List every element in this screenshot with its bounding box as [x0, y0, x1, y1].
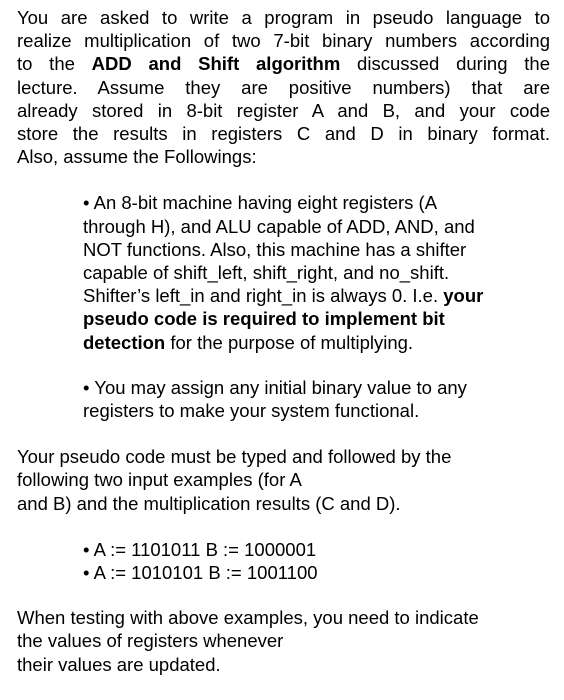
intro-text: discussed during the — [340, 53, 550, 75]
bullet-text: for the purpose of multiplying. — [165, 331, 414, 353]
bullet-line — [83, 284, 550, 307]
bullet-text: Shifter’s left_in and right_in is always 0. I.e. — [83, 285, 444, 307]
intro-line: Also, assume the Followings: — [17, 146, 257, 168]
requirement-bold: your — [443, 285, 484, 307]
requirement-bold-line: pseudo code is required to implement bit — [83, 308, 445, 330]
algorithm-name-bold: ADD and Shift algorithm — [91, 53, 341, 75]
bullet-marker: • — [83, 538, 90, 560]
bullet-text: You may assign any initial binary value to any — [94, 376, 467, 398]
bullet-line — [83, 376, 550, 399]
bullet-marker: • — [83, 192, 90, 214]
example-text: A := 1101011 B := 1000001 — [93, 538, 317, 560]
bullet-marker: • — [83, 376, 90, 398]
bullet-line — [83, 331, 550, 354]
bullet-marker: • — [83, 562, 90, 584]
example-item — [83, 561, 550, 584]
intro-text: to the — [17, 53, 92, 75]
intro-line: You are asked to write a program in pseudo language to — [17, 7, 550, 28]
paragraph-line: following two input examples (for A — [17, 469, 302, 491]
bullet-line: NOT functions. Also, this machine has a shifter — [83, 238, 467, 260]
bullet-text: An 8-bit machine having eight registers (A — [93, 192, 438, 214]
bullet-line: capable of shift_left, shift_right, and no_shift. — [83, 262, 450, 284]
bullet-item-machine — [83, 191, 550, 353]
testing-paragraph — [17, 606, 550, 676]
intro-line: store the results in registers C and D in binary format. — [17, 123, 550, 145]
intro-line: lecture. Assume they are positive numbers) that are — [17, 76, 550, 98]
intro-line: realize multiplication of two 7-bit binary numbers according — [17, 30, 550, 52]
intro-line — [17, 52, 550, 75]
paragraph-line: and B) and the multiplication results (C and D). — [17, 492, 401, 514]
intro-line: already stored in 8-bit register A and B, and your code — [17, 99, 550, 121]
paragraph-line: their values are updated. — [17, 653, 221, 675]
examples-list — [83, 538, 550, 584]
bullet-line: registers to make your system functional. — [83, 400, 420, 422]
intro-paragraph — [17, 6, 550, 168]
bullet-line: through H), and ALU capable of ADD, AND, and — [83, 215, 475, 237]
example-item — [83, 538, 550, 561]
bullet-line — [83, 191, 550, 214]
paragraph-line: When testing with above examples, you need to indicate — [17, 607, 479, 629]
example-text: A := 1010101 B := 1001100 — [93, 562, 318, 584]
examples-intro-paragraph — [17, 445, 550, 515]
bullet-item-initial-values — [83, 376, 550, 422]
paragraph-line: the values of registers whenever — [17, 630, 284, 652]
paragraph-line: Your pseudo code must be typed and followed by the — [17, 446, 452, 468]
requirement-bold: detection — [83, 331, 166, 353]
